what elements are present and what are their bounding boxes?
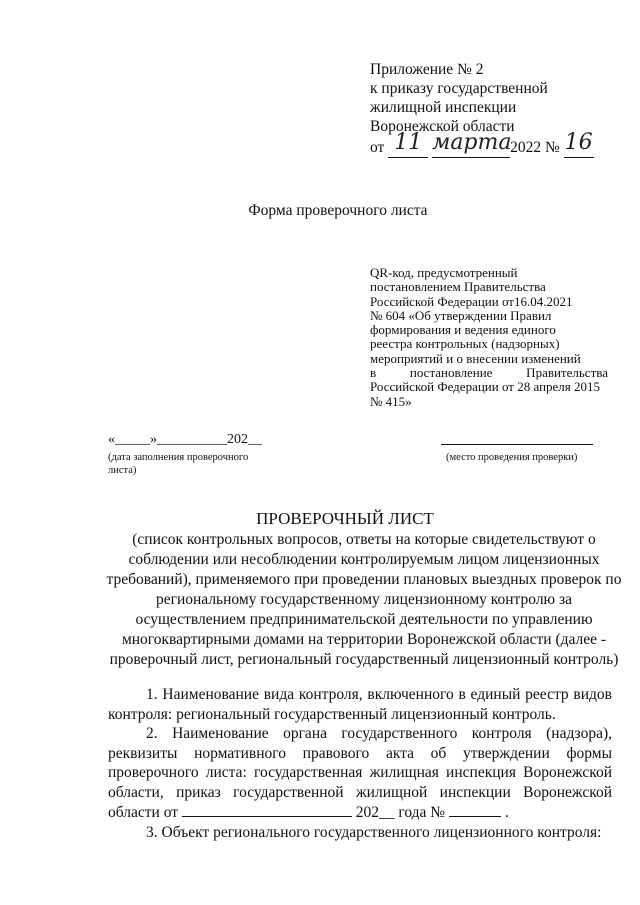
item-2-year: 202__ года № bbox=[355, 804, 446, 821]
appendix-line: жилищной инспекции bbox=[370, 99, 517, 116]
fill-date-field: «_____»__________202__ bbox=[108, 432, 262, 447]
appendix-line: Воронежской области bbox=[370, 118, 515, 135]
inspection-place-caption: (место проведения проверки) bbox=[446, 452, 578, 463]
item-2-text: 2. Наименование органа государственного контроля (надзора), реквизиты нормативного правового акта об утверждении формы проверочного листа: государственная жилищная инспекция Воронежской области, приказ государственной жилищной инспекции Воронежской области от bbox=[108, 725, 612, 821]
qr-code-note bbox=[370, 266, 608, 409]
qr-note-line: реестра контрольных (надзорных) bbox=[370, 336, 560, 352]
order-year-number: 2022 № bbox=[510, 139, 560, 156]
appendix-header bbox=[370, 60, 594, 158]
qr-note-line: постановлением Правительства bbox=[370, 279, 546, 295]
qr-note-line: № 604 «Об утверждении Правил bbox=[370, 307, 552, 323]
appendix-order-date bbox=[370, 130, 594, 158]
order-number-blank bbox=[449, 802, 501, 817]
handwritten-number: 16 bbox=[564, 136, 594, 158]
date-prefix: от bbox=[370, 139, 385, 156]
qr-note-line: № 415» bbox=[370, 393, 412, 409]
appendix-line: к приказу государственной bbox=[370, 80, 548, 97]
qr-note-line: Российской Федерации от 28 апреля 2015 bbox=[370, 379, 601, 395]
qr-note-line: мероприятий и о внесении изменений bbox=[370, 350, 581, 366]
qr-note-line: Российской Федерации от16.04.2021 bbox=[370, 293, 573, 309]
handwritten-day: 11 bbox=[388, 136, 428, 158]
appendix-line: Приложение № 2 bbox=[370, 61, 484, 78]
qr-note-line: формирования и ведения единого bbox=[370, 322, 556, 338]
checklist-body bbox=[108, 685, 612, 842]
checklist-title: ПРОВЕРОЧНЫЙ ЛИСТ bbox=[256, 509, 434, 528]
order-date-blank bbox=[182, 802, 352, 817]
item-1: 1. Наименование вида контроля, включенного в единый реестр видов контроля: региональный государственный лицензионный контроль. bbox=[108, 686, 612, 723]
qr-note-line: в постановление Правительства bbox=[370, 365, 608, 381]
fill-date-caption: (дата заполнения проверочного листа) bbox=[108, 452, 249, 476]
checklist-subtitle: (список контрольных вопросов, ответы на которые свидетельствуют о соблюдении или несоблюдении контролируемым лицом лицензионных требований), применяемого при проведении плановых выездных проверок по региональному государственному лицензионному контролю за осуществлением предпринимательской деятельности по управлению многоквартирными домами на территории Воронежской области (далее - проверочный лист, региональный государственный лицензионный контроль) bbox=[106, 531, 622, 668]
form-title: Форма проверочного листа bbox=[248, 202, 428, 219]
inspection-place-line bbox=[441, 444, 593, 445]
item-2-end: . bbox=[504, 804, 509, 821]
qr-note-line: QR-код, предусмотренный bbox=[370, 265, 518, 280]
handwritten-month: марта bbox=[432, 136, 510, 158]
item-2 bbox=[108, 724, 612, 823]
item-3: 3. Объект регионального государственного лицензионного контроля: bbox=[146, 823, 602, 841]
